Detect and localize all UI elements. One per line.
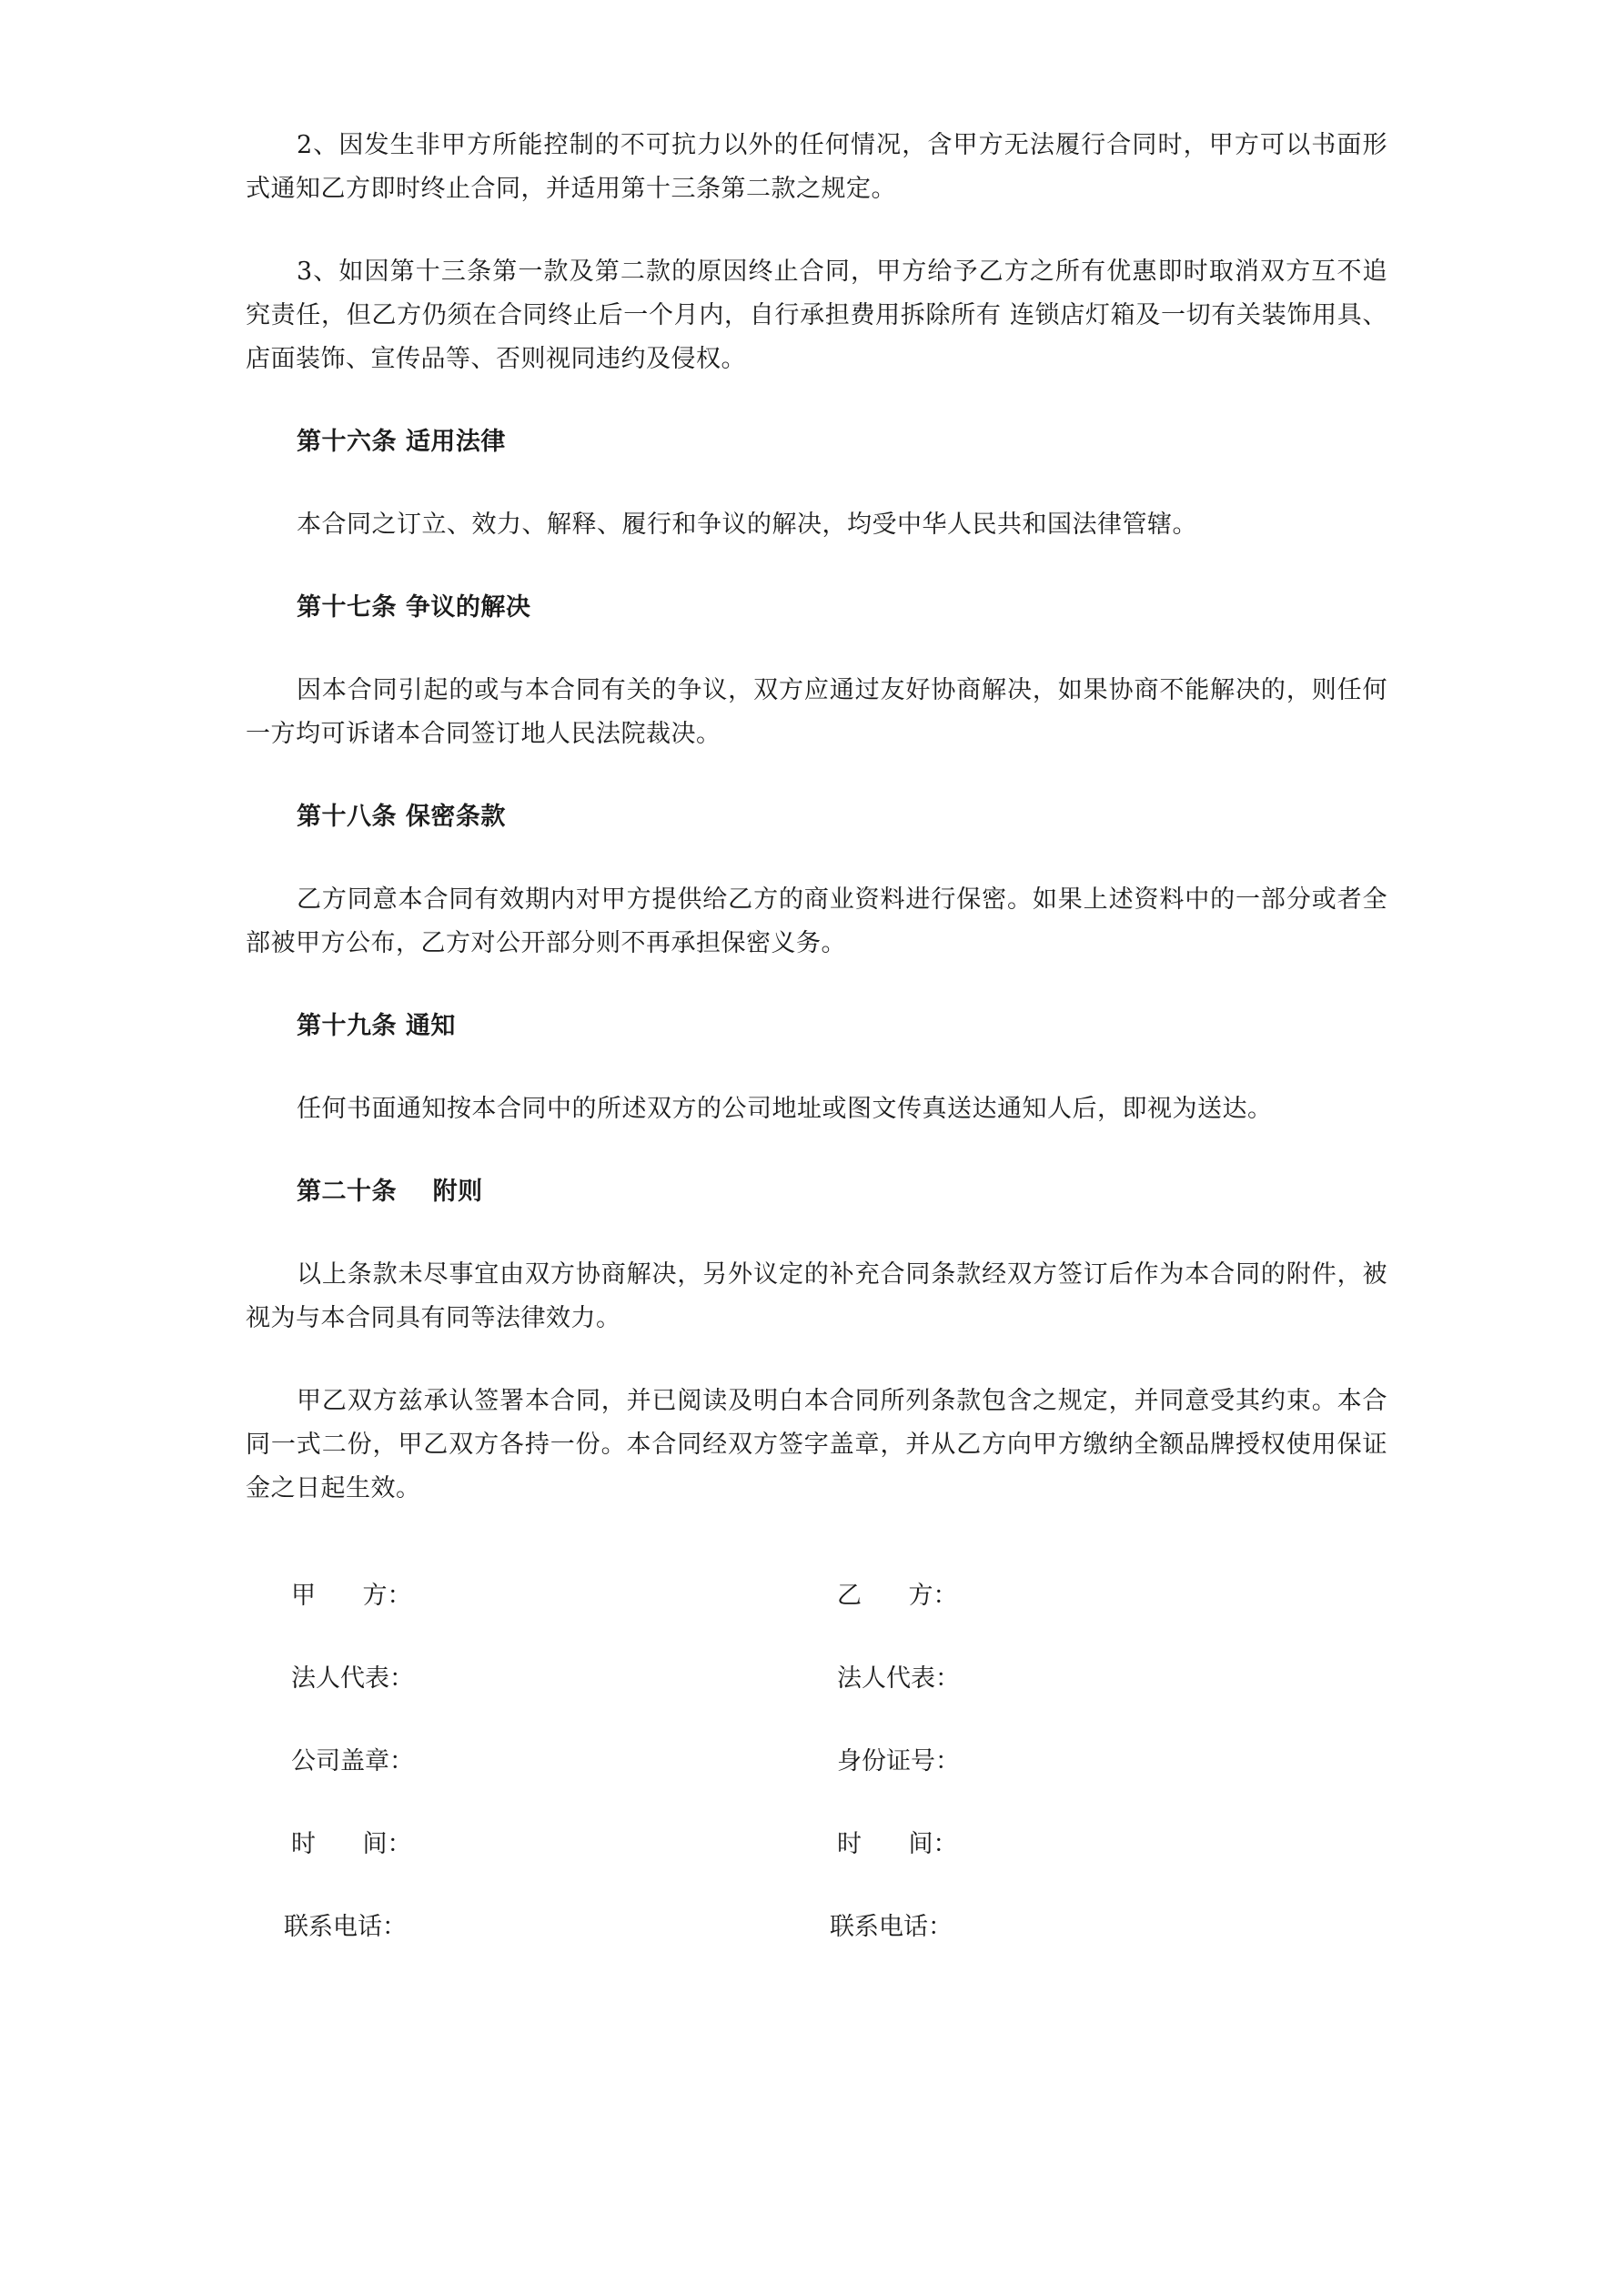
contract-body bbox=[246, 124, 1387, 1550]
article-16-heading: 第十六条 适用法律 bbox=[297, 428, 506, 456]
company-seal-label: 公司盖章： bbox=[291, 1747, 414, 1775]
party-a-time-label: 时 间： bbox=[291, 1830, 412, 1858]
signature-block bbox=[284, 1574, 1383, 1988]
clause-paragraph-3: 3、如因第十三条第一款及第二款的原因终止合同，甲方给予乙方之所有优惠即时取消双方互不追究责任，但乙方仍须在合同终止后一个月内，自行承担费用拆除所有 连锁店灯箱及一切有关装饰用具、店面装饰、宣传品等、否则视同违约及侵权。 bbox=[246, 258, 1387, 373]
party-b-representative-label: 法人代表： bbox=[837, 1664, 960, 1693]
effectiveness-paragraph: 甲乙双方兹承认签署本合同，并已阅读及明白本合同所列条款包含之规定，并同意受其约束。本合同一式二份，甲乙双方各持一份。本合同经双方签字盖章，并从乙方向甲方缴纳全额品牌授权使用保证金之日起生效。 bbox=[246, 1387, 1387, 1502]
signature-row-phone bbox=[284, 1906, 1383, 1949]
signature-row-representative bbox=[291, 1657, 1383, 1701]
signature-row-seal-id bbox=[291, 1740, 1383, 1784]
article-18-text: 乙方同意本合同有效期内对甲方提供给乙方的商业资料进行保密。如果上述资料中的一部分或者全部被甲方公布，乙方对公开部分则不再承担保密义务。 bbox=[246, 885, 1387, 957]
signature-row-party bbox=[291, 1574, 1383, 1618]
article-18-heading: 第十八条 保密条款 bbox=[297, 803, 506, 831]
party-a-label: 甲 方： bbox=[291, 1582, 412, 1610]
article-20-heading: 第二十条 附则 bbox=[297, 1178, 483, 1206]
party-a-representative-label: 法人代表： bbox=[291, 1664, 414, 1693]
article-16-text: 本合同之订立、效力、解释、履行和争议的解决，均受中华人民共和国法律管辖。 bbox=[297, 511, 1197, 539]
article-17-heading: 第十七条 争议的解决 bbox=[297, 593, 531, 622]
article-19-text: 任何书面通知按本合同中的所述双方的公司地址或图文传真送达通知人后，即视为送达。 bbox=[297, 1095, 1273, 1123]
party-a-phone-label: 联系电话： bbox=[284, 1913, 407, 1941]
id-number-label: 身份证号： bbox=[837, 1747, 960, 1775]
clause-paragraph-2: 2、因发生非甲方所能控制的不可抗力以外的任何情况，含甲方无法履行合同时，甲方可以书面形式通知乙方即时终止合同，并适用第十三条第二款之规定。 bbox=[246, 131, 1387, 203]
party-b-label: 乙 方： bbox=[837, 1582, 958, 1610]
party-b-time-label: 时 间： bbox=[837, 1830, 958, 1858]
signature-row-time bbox=[291, 1823, 1383, 1866]
article-17-text: 因本合同引起的或与本合同有关的争议，双方应通过友好协商解决，如果协商不能解决的，则任何一方均可诉诸本合同签订地人民法院裁决。 bbox=[246, 676, 1387, 748]
article-19-heading: 第十九条 通知 bbox=[297, 1012, 456, 1040]
party-b-phone-label: 联系电话： bbox=[830, 1913, 953, 1941]
article-20-text: 以上条款未尽事宜由双方协商解决，另外议定的补充合同条款经双方签订后作为本合同的附件，被视为与本合同具有同等法律效力。 bbox=[246, 1260, 1387, 1332]
